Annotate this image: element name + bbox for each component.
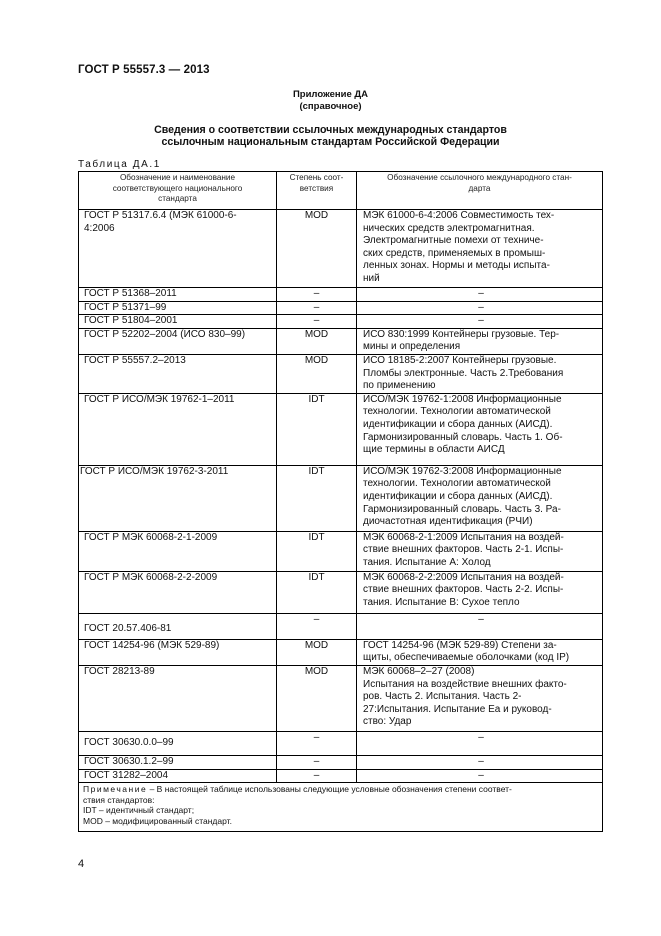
- degree-cell: MOD: [277, 639, 357, 665]
- table-row: [79, 301, 603, 315]
- international-standard-cell: –: [357, 731, 603, 755]
- note-text: – В настоящей таблице использованы следующие условные обозначения степени соответ-: [149, 784, 512, 795]
- national-standard-cell: ГОСТ Р 51317.6.4 (МЭК 61000-6- 4:2006: [79, 210, 277, 288]
- table-row: [79, 328, 603, 354]
- national-standard-cell: ГОСТ Р МЭК 60068-2-1-2009: [79, 531, 277, 571]
- degree-cell: IDT: [277, 571, 357, 613]
- table-caption: Таблица ДА.1: [78, 159, 161, 170]
- degree-cell: –: [277, 301, 357, 315]
- note-line: MOD – модифицированный стандарт.: [83, 815, 232, 826]
- degree-cell: –: [277, 755, 357, 769]
- international-standard-cell: МЭК 60068-2-2:2009 Испытания на воздей- ствие внешних факторов. Часть 2-2. Испы- тания. Испытание В: Сухое тепло: [357, 571, 603, 613]
- appendix-subtitle: (справочное): [299, 101, 362, 112]
- header-degree: Степень соот- ветствия: [277, 172, 357, 210]
- international-standard-cell: –: [357, 301, 603, 315]
- international-standard-cell: ГОСТ 14254-96 (МЭК 529-89) Степени за- щиты, обеспечиваемые оболочками (код IP): [357, 639, 603, 665]
- international-standard-cell: ИСО 830:1999 Контейнеры грузовые. Тер- мины и определения: [357, 328, 603, 354]
- note-line: ствия стандартов:: [83, 794, 155, 805]
- international-standard-cell: ИСО 18185-2:2007 Контейнеры грузовые. Пломбы электронные. Часть 2.Требования по применению: [357, 354, 603, 393]
- appendix-title: Приложение ДА: [292, 89, 369, 100]
- document-title-line-2: ссылочным национальным стандартам Российской Федерации: [161, 136, 500, 148]
- document-header: ГОСТ Р 55557.3 — 2013: [78, 64, 210, 76]
- degree-cell: –: [277, 288, 357, 302]
- degree-cell: MOD: [277, 328, 357, 354]
- national-standard-cell: ГОСТ 14254-96 (МЭК 529-89): [79, 639, 277, 665]
- table-row: [79, 465, 603, 531]
- table-row: [79, 665, 603, 731]
- table-row: [79, 571, 603, 613]
- table-row: [79, 769, 603, 783]
- international-standard-cell: –: [357, 755, 603, 769]
- table-row: [79, 531, 603, 571]
- national-standard-cell: ГОСТ Р 55557.2–2013: [79, 354, 277, 393]
- degree-cell: –: [277, 613, 357, 639]
- national-standard-cell: ГОСТ 30630.1.2–99: [79, 755, 277, 769]
- table-row: [79, 755, 603, 769]
- table-note-row: [79, 783, 603, 832]
- note-line: IDT – идентичный стандарт;: [83, 805, 195, 816]
- international-standard-cell: ИСО/МЭК 19762-1:2008 Информационные технологии. Технологии автоматической идентификации и сбора данных (АИСД). Гармонизированный словарь. Часть 1. Об- щие термины в области АИСД: [357, 393, 603, 465]
- table-row: [79, 639, 603, 665]
- national-standard-cell: ГОСТ Р 51368–2011: [79, 288, 277, 302]
- international-standard-cell: МЭК 60068-2-1:2009 Испытания на воздей- ствие внешних факторов. Часть 2-1. Испы- тания. Испытание А: Холод: [357, 531, 603, 571]
- national-standard-cell: ГОСТ 20.57.406-81: [79, 613, 277, 639]
- table-header-row: [79, 172, 603, 210]
- table-row: [79, 288, 603, 302]
- degree-cell: MOD: [277, 354, 357, 393]
- national-standard-cell: ГОСТ 30630.0.0–99: [79, 731, 277, 755]
- table-row: [79, 315, 603, 329]
- table-row: [79, 393, 603, 465]
- table-row: [79, 354, 603, 393]
- degree-cell: –: [277, 731, 357, 755]
- degree-cell: MOD: [277, 665, 357, 731]
- international-standard-cell: МЭК 61000-6-4:2006 Совместимость тех- нических средств электромагнитная. Электромагнитные помехи от техниче- ских средств, применяемых в промыш- ленных зонах. Нормы и методы испыта- ний: [357, 210, 603, 288]
- national-standard-cell: ГОСТ 28213-89: [79, 665, 277, 731]
- degree-cell: –: [277, 769, 357, 783]
- national-standard-cell: ГОСТ Р ИСО/МЭК 19762-3-2011: [79, 465, 277, 531]
- header-national-standard: Обозначение и наименование соответствующего национального стандарта: [79, 172, 277, 210]
- national-standard-cell: ГОСТ Р МЭК 60068-2-2-2009: [79, 571, 277, 613]
- degree-cell: IDT: [277, 393, 357, 465]
- degree-cell: IDT: [277, 465, 357, 531]
- note-lead: Примечание: [83, 784, 148, 795]
- degree-cell: MOD: [277, 210, 357, 288]
- national-standard-cell: ГОСТ Р 51804–2001: [79, 315, 277, 329]
- international-standard-cell: –: [357, 769, 603, 783]
- table-row: [79, 613, 603, 639]
- international-standard-cell: ИСО/МЭК 19762-3:2008 Информационные технологии. Технологии автоматической идентификации и сбора данных (АИСД). Гармонизированный словарь. Часть 3. Ра- диочастотная идентификация (РЧИ): [357, 465, 603, 531]
- table-row: [79, 210, 603, 288]
- international-standard-cell: –: [357, 288, 603, 302]
- international-standard-cell: МЭК 60068–2–27 (2008) Испытания на воздействие внешних факто- ров. Часть 2. Испытания. Часть 2- 27:Испытания. Испытание Еа и руковод- ство: Удар: [357, 665, 603, 731]
- national-standard-cell: ГОСТ Р 51371–99: [79, 301, 277, 315]
- international-standard-cell: –: [357, 315, 603, 329]
- degree-cell: –: [277, 315, 357, 329]
- page-number: 4: [78, 858, 85, 870]
- national-standard-cell: ГОСТ Р 52202–2004 (ИСО 830–99): [79, 328, 277, 354]
- national-standard-cell: ГОСТ 31282–2004: [79, 769, 277, 783]
- international-standard-cell: –: [357, 613, 603, 639]
- header-international-standard: Обозначение ссылочного международного стан- дарта: [357, 172, 603, 210]
- document-title-line-1: Сведения о соответствии ссылочных международных стандартов: [154, 124, 507, 136]
- correspondence-table: [78, 171, 603, 832]
- table-row: [79, 731, 603, 755]
- national-standard-cell: ГОСТ Р ИСО/МЭК 19762-1–2011: [79, 393, 277, 465]
- degree-cell: IDT: [277, 531, 357, 571]
- table-note: [79, 783, 603, 832]
